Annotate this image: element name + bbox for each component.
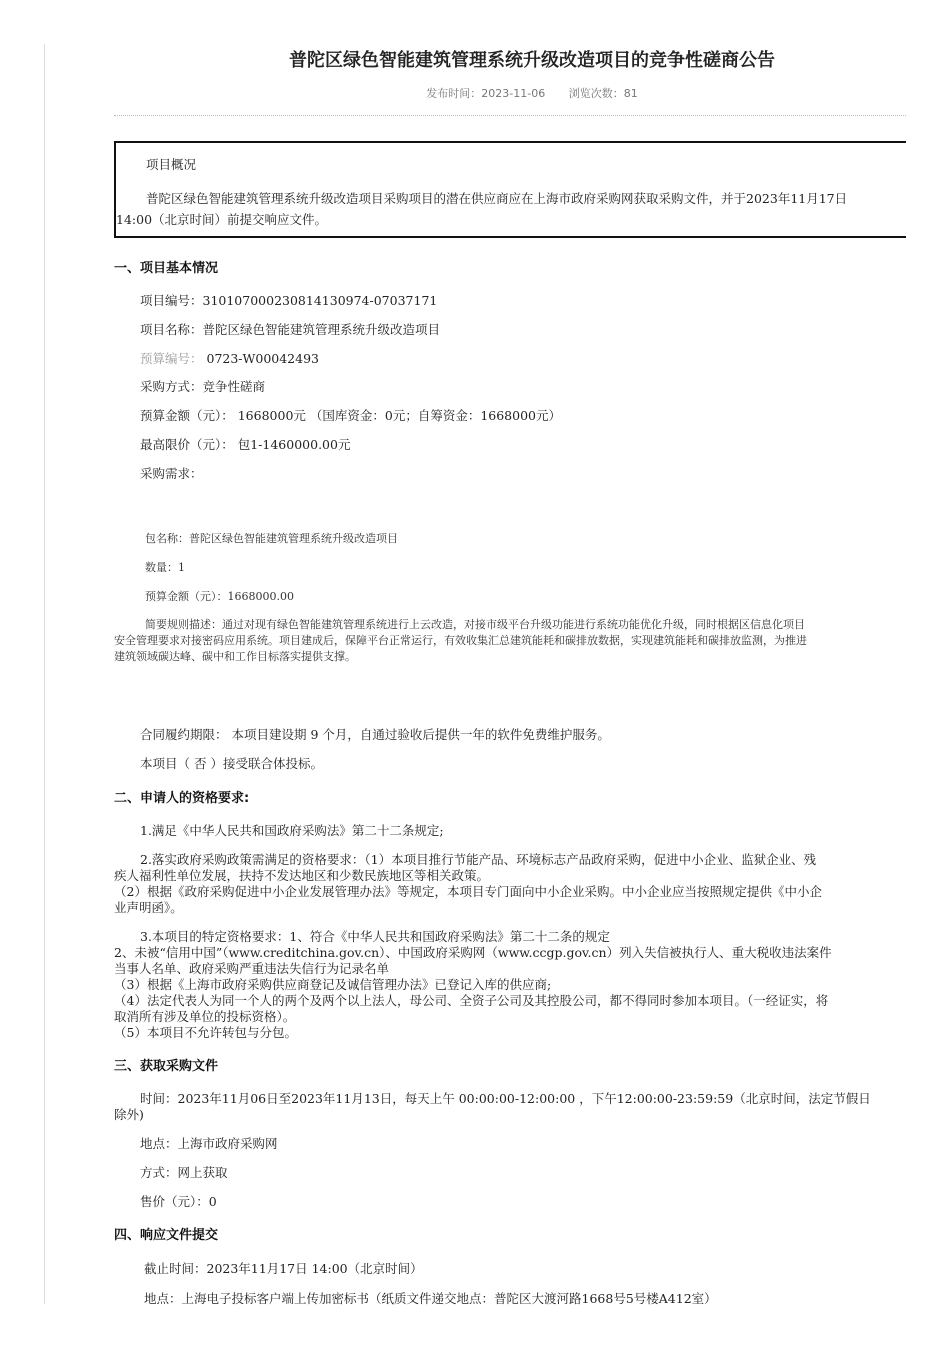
announcement-page (114, 0, 906, 1345)
requirement-line: 当事人名单、政府采购严重违法失信行为记录名单 (114, 961, 390, 976)
publish-date: 发布时间：2023-11-06 (426, 87, 546, 100)
package-description-line: 简要规则描述：通过对现有绿色智能建筑管理系统进行上云改造，对接市级平台升级功能进行系统功能优化升级，同时根据区信息化项目 (145, 618, 805, 631)
obtain-method: 方式：网上获取 (140, 1165, 228, 1180)
section-heading-obtain-documents: 三、获取采购文件 (114, 1059, 219, 1074)
requirement-line: （2）根据《政府采购促进中小企业发展管理办法》等规定，本项目专门面向中小企业采购。中小企业应当按照规定提供《中小企 (114, 884, 822, 899)
max-price: 最高限价（元）： 包1-1460000.00元 (140, 437, 351, 452)
package-name: 包名称：普陀区绿色智能建筑管理系统升级改造项目 (145, 532, 398, 545)
project-number: 项目编号：310107000230814130974-07037171 (140, 293, 438, 308)
overview-text-line: 普陀区绿色智能建筑管理系统升级改造项目采购项目的潜在供应商应在上海市政府采购网获取采购文件，并于2023年11月17日 (146, 191, 848, 206)
requirement-line: （5）本项目不允许转包与分包。 (114, 1025, 297, 1040)
requirement-line: 疾人福利性单位发展，扶持不发达地区和少数民族地区等相关政策。 (114, 868, 490, 883)
obtain-time: 时间：2023年11月06日至2023年11月13日，每天上午 00:00:00-12:00:00 ，下午12:00:00-23:59:59（北京时间，法定节假日 (140, 1091, 871, 1106)
package-budget: 预算金额（元）：1668000.00 (145, 590, 294, 603)
left-border-line (44, 44, 45, 1304)
overview-box (114, 141, 906, 238)
package-description-line: 安全管理要求对接密码应用系统。项目建成后，保障平台正常运行，有效收集汇总建筑能耗和碳排放数据，实现建筑能耗和碳排放监测，为推进 (114, 634, 807, 647)
submission-location: 地点：上海电子投标客户端上传加密标书（纸质文件递交地点：普陀区大渡河路1668号5号楼A412室） (144, 1291, 717, 1306)
requirement-line: 业声明函》。 (114, 900, 183, 915)
section-heading-qualifications: 二、申请人的资格要求: (114, 791, 250, 806)
section-heading-submission: 四、响应文件提交 (114, 1228, 219, 1243)
consortium-policy: 本项目（ 否 ）接受联合体投标。 (140, 756, 323, 771)
requirement-line: 2、未被“信用中国”（www.creditchina.gov.cn）、中国政府采购网（www.ccgp.gov.cn）列入失信被执行人、重大税收违法案件 (114, 945, 832, 960)
page-title: 普陀区绿色智能建筑管理系统升级改造项目的竞争性磋商公告 (289, 50, 775, 71)
publish-meta (114, 85, 906, 101)
requirement-line: 3.本项目的特定资格要求：1、符合《中华人民共和国政府采购法》第二十二条的规定 (140, 929, 610, 944)
view-count: 浏览次数：81 (568, 87, 638, 100)
package-description-line: 建筑领域碳达峰、碳中和工作目标落实提供支撑。 (114, 650, 356, 663)
requirement-line: （3）根据《上海市政府采购供应商登记及诚信管理办法》已登记入库的供应商; (114, 977, 552, 992)
submission-deadline: 截止时间：2023年11月17日 14:00（北京时间） (144, 1261, 423, 1276)
requirement-line: 取消所有涉及单位的投标资格）。 (114, 1009, 296, 1024)
obtain-time-cont: 除外) (114, 1107, 144, 1122)
requirement-line: （4）法定代表人为同一个人的两个及两个以上法人，母公司、全资子公司及其控股公司，都不得同时参加本项目。（一经证实，将 (114, 993, 829, 1008)
package-quantity: 数量：1 (145, 561, 185, 574)
divider (114, 115, 906, 116)
contract-period: 合同履约期限： 本项目建设期 9 个月，自通过验收后提供一年的软件免费维护服务。 (140, 727, 610, 742)
requirement-line: 2.落实政府采购政策需满足的资格要求：（1）本项目推行节能产品、环境标志产品政府采购，促进中小企业、监狱企业、残 (140, 852, 817, 867)
section-heading-basic-info: 一、项目基本情况 (114, 261, 219, 276)
requirement-line: 1.满足《中华人民共和国政府采购法》第二十二条规定; (140, 823, 444, 838)
procurement-method: 采购方式：竞争性磋商 (140, 379, 266, 394)
document-price: 售价（元）：0 (140, 1194, 217, 1209)
obtain-place: 地点：上海市政府采购网 (140, 1136, 278, 1151)
budget-amount: 预算金额（元）： 1668000元 （国库资金：0元；自筹资金：1668000元） (140, 408, 561, 423)
overview-text-line: 14:00（北京时间）前提交响应文件。 (116, 212, 328, 227)
project-name: 项目名称：普陀区绿色智能建筑管理系统升级改造项目 (140, 322, 441, 337)
procurement-needs: 采购需求： (140, 466, 203, 481)
overview-heading: 项目概况 (146, 157, 197, 172)
budget-number: 预算编号： 0723-W00042493 (140, 351, 319, 366)
